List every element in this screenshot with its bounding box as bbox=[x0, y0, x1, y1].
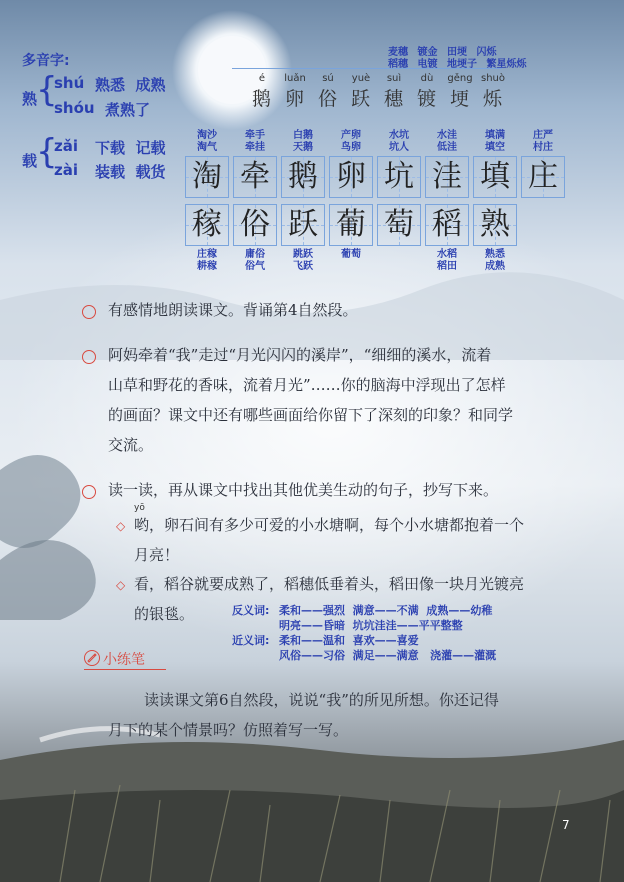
pinyin-4: yuè bbox=[351, 73, 371, 84]
pinyin-8: shuò bbox=[480, 73, 505, 84]
writing-grid bbox=[185, 128, 575, 278]
pinyin-zai1: zǎi bbox=[54, 137, 78, 155]
task-2-line3: 的画面？课文中还有哪些画面给你留下了深刻的印象？和同学 bbox=[108, 406, 514, 424]
polyphonic-char-zai: 载 bbox=[22, 152, 38, 170]
write-char-5: 坑 bbox=[384, 159, 414, 194]
write-char-1: 淘 bbox=[192, 159, 222, 194]
task-circle-icon bbox=[82, 305, 96, 319]
diamond-bullet-icon: ◇ bbox=[116, 519, 126, 533]
reading-char-5: 穗 bbox=[383, 88, 404, 110]
task-2-line2: 山草和野花的香味，流着月光”……你的脑海中浮现出了怎样 bbox=[108, 376, 506, 394]
example-word: 填满 bbox=[485, 130, 505, 141]
write-char-7: 填 bbox=[480, 159, 510, 194]
pinyin-guide-line bbox=[232, 68, 502, 69]
write-char-8: 庄 bbox=[528, 159, 558, 194]
reading-char-3: 俗 bbox=[317, 88, 338, 110]
antonym-label: 反义词: bbox=[232, 604, 270, 617]
page-number: 7 bbox=[562, 818, 570, 832]
example-word: 牵手 bbox=[245, 130, 265, 141]
example-word: 水坑 bbox=[389, 130, 409, 141]
task-3: 读一读，再从课文中找出其他优美生动的句子，抄写下来。 bbox=[108, 481, 499, 499]
pinyin-7: gěng bbox=[447, 73, 473, 84]
example-word: 牵挂 bbox=[245, 142, 265, 153]
pinyin-shu1: shú bbox=[54, 74, 85, 92]
pen-icon bbox=[84, 650, 100, 666]
pinyin-5: suì bbox=[386, 73, 402, 84]
example-word: 鸟卵 bbox=[341, 142, 361, 153]
task-1: 有感情地朗读课文。背诵第4自然段。 bbox=[108, 301, 358, 319]
top-words-row1: 麦穗 镀金 田埂 闪烁 bbox=[388, 47, 497, 58]
words-shu2: 煮熟了 bbox=[105, 101, 151, 119]
pinyin-2: luǎn bbox=[284, 73, 306, 84]
practice-title: 小练笔 bbox=[103, 652, 145, 668]
reading-char-6: 镀 bbox=[416, 88, 437, 110]
write-char-7: 熟 bbox=[480, 207, 510, 242]
polyphonic-heading: 多音字: bbox=[22, 53, 70, 69]
top-words-row2: 稻穗 电镀 地埂子 繁星烁烁 bbox=[388, 59, 527, 70]
write-char-4: 卵 bbox=[336, 159, 366, 194]
example-word: 白鹅 bbox=[293, 130, 313, 141]
sentence-2-line1: 看，稻谷就要成熟了，稻穗低垂着头，稻田像一块月光镀亮 bbox=[134, 575, 525, 593]
antonym-line1: 柔和——强烈 满意——不满 成熟——幼稚 bbox=[279, 604, 493, 617]
reading-char-4: 跃 bbox=[350, 88, 371, 110]
task-circle-icon bbox=[82, 485, 96, 499]
example-word: 水洼 bbox=[437, 130, 457, 141]
write-char-2: 俗 bbox=[240, 207, 270, 242]
brace-icon: { bbox=[36, 70, 58, 110]
example-word: 俗气 bbox=[245, 261, 265, 272]
reading-char-7: 埂 bbox=[449, 88, 470, 110]
example-word: 成熟 bbox=[485, 261, 505, 272]
example-word: 庸俗 bbox=[245, 249, 265, 260]
write-char-4: 葡 bbox=[336, 207, 366, 242]
sentence-1-line2: 月亮！ bbox=[134, 546, 180, 564]
example-word: 水稻 bbox=[437, 249, 457, 260]
example-word: 庄稼 bbox=[197, 249, 217, 260]
write-char-6: 洼 bbox=[432, 159, 462, 194]
example-word: 产卵 bbox=[341, 130, 361, 141]
example-word: 葡萄 bbox=[341, 249, 361, 260]
synonym-line2: 风俗——习俗 满足——满意 浇灌——灌溉 bbox=[279, 649, 497, 662]
sentence-1-pinyin: yō bbox=[134, 503, 145, 513]
pinyin-shu2: shóu bbox=[54, 99, 95, 117]
write-char-1: 稼 bbox=[192, 207, 222, 242]
reading-char-2: 卵 bbox=[284, 88, 305, 110]
sentence-1-line1: 哟，卵石间有多少可爱的小水塘啊，每个小水塘都抱着一个 bbox=[134, 516, 525, 534]
synonym-line1: 柔和——温和 喜欢——喜爱 bbox=[279, 634, 419, 647]
brace-icon: { bbox=[36, 132, 58, 172]
write-char-3: 跃 bbox=[288, 207, 318, 242]
example-word: 低洼 bbox=[437, 142, 457, 153]
pinyin-3: sú bbox=[322, 73, 334, 84]
example-word: 填空 bbox=[485, 142, 505, 153]
words-zai2: 装载 载货 bbox=[95, 163, 166, 181]
write-char-2: 牵 bbox=[240, 159, 270, 194]
example-word: 淘气 bbox=[197, 142, 217, 153]
pinyin-zai2: zài bbox=[54, 161, 78, 179]
write-char-5: 萄 bbox=[384, 207, 414, 242]
example-word: 飞跃 bbox=[293, 261, 313, 272]
polyphonic-char-shu: 熟 bbox=[22, 90, 38, 108]
antonym-line2: 明亮——昏暗 坑坑洼洼——平平整整 bbox=[279, 619, 463, 632]
sentence-2-line2: 的银毯。 bbox=[134, 605, 195, 623]
practice-line1: 读读课文第6自然段，说说“我”的所见所想。你还记得 bbox=[144, 691, 499, 709]
diamond-bullet-icon: ◇ bbox=[116, 578, 126, 592]
example-word: 天鹅 bbox=[293, 142, 313, 153]
practice-line2: 月下的某个情景吗？仿照着写一写。 bbox=[108, 721, 349, 739]
example-word: 熟悉 bbox=[485, 249, 505, 260]
example-word: 耕稼 bbox=[197, 261, 217, 272]
practice-underline bbox=[84, 669, 166, 670]
example-word: 稻田 bbox=[437, 261, 457, 272]
write-char-3: 鹅 bbox=[288, 159, 318, 194]
words-zai1: 下载 记载 bbox=[95, 139, 166, 157]
example-word: 跳跃 bbox=[293, 249, 313, 260]
task-circle-icon bbox=[82, 350, 96, 364]
example-word: 村庄 bbox=[533, 142, 553, 153]
reading-char-1: 鹅 bbox=[251, 88, 272, 110]
example-word: 坑人 bbox=[389, 142, 409, 153]
example-word: 淘沙 bbox=[197, 130, 217, 141]
example-word: 庄严 bbox=[533, 130, 553, 141]
synonym-label: 近义词: bbox=[232, 634, 270, 647]
write-char-6: 稻 bbox=[432, 207, 462, 242]
pinyin-6: dù bbox=[420, 73, 434, 84]
task-2-line1: 阿妈牵着“我”走过“月光闪闪的溪岸”，“细细的溪水，流着 bbox=[108, 346, 492, 364]
pinyin-1: é bbox=[258, 73, 266, 84]
task-2-line4: 交流。 bbox=[108, 436, 154, 454]
words-shu1: 熟悉 成熟 bbox=[95, 76, 166, 94]
reading-char-8: 烁 bbox=[482, 88, 503, 110]
